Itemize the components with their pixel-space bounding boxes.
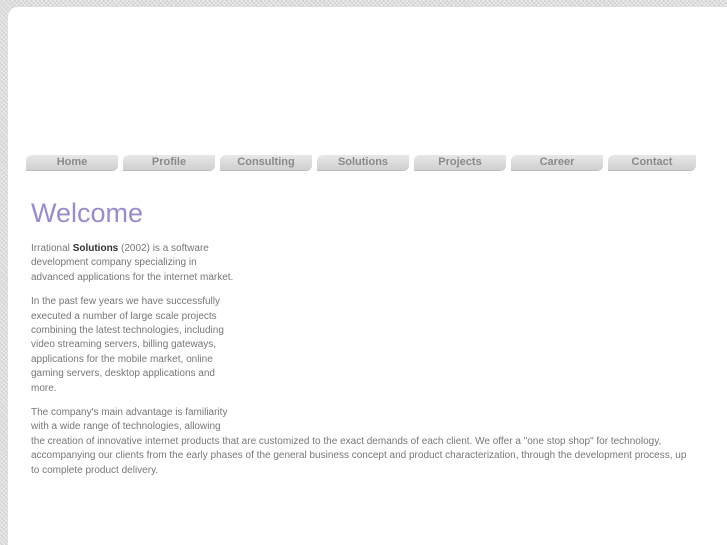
nav-profile[interactable]: Profile: [123, 155, 215, 170]
advantage-line-2: with a wide range of technologies, allowing: [31, 421, 221, 433]
main-content: [31, 196, 701, 488]
advantage-line-1: The company's main advantage is familiarity: [31, 407, 228, 419]
company-name: Solutions: [72, 243, 119, 254]
page-title: Welcome: [31, 198, 144, 228]
advantage-text-rest: the creation of innovative internet products that are customized to the exact demands of each client. We offer a "one stop shop" for technology, accompanying our clients from the early phases of the general business concept and product characterization, through the development process, up to complete product delivery.: [31, 435, 687, 476]
nav-home[interactable]: Home: [26, 155, 118, 170]
intro-text-end: (2002) is a software development company specializing in advanced applications for the internet market.: [31, 243, 234, 283]
advantage-paragraph: [31, 406, 696, 478]
nav-projects[interactable]: Projects: [414, 155, 506, 170]
main-nav: [26, 155, 706, 171]
page: [8, 7, 727, 545]
nav-contact[interactable]: Contact: [608, 155, 696, 170]
intro-text-start: Irrational: [31, 243, 73, 254]
experience-paragraph: In the past few years we have successfully executed a number of large scale projects combining the latest technologies, including video streaming servers, billing gateways, applications for the mobile market, online gaming servers, desktop applications and more.: [31, 296, 224, 394]
nav-career[interactable]: Career: [511, 155, 603, 170]
nav-consulting[interactable]: Consulting: [220, 155, 312, 170]
nav-solutions[interactable]: Solutions: [317, 155, 409, 170]
intro-paragraph: [31, 242, 241, 285]
